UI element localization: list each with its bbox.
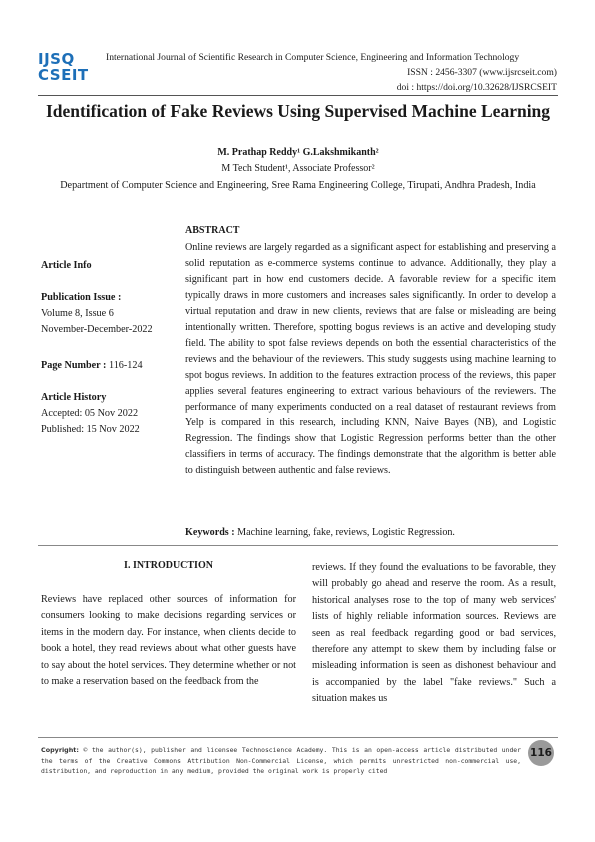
author-roles: M Tech Student¹, Associate Professor² [221,163,375,174]
header-divider [38,95,558,96]
logo-text-top: IJSQ [38,50,75,68]
doi-link[interactable]: doi : https://doi.org/10.32628/IJSRCSEIT [396,82,557,93]
volume-issue: Volume 8, Issue 6 [41,308,114,319]
section-divider [38,545,558,546]
page-number-label: Page Number : [41,360,107,371]
paper-title: Identification of Fake Reviews Using Supervised Machine Learning [45,101,551,121]
copyright-notice [41,745,521,777]
accepted-date: Accepted: 05 Nov 2022 [41,408,139,419]
abstract-text: Online reviews are largely regarded as a significant aspect for establishing and preserving a solid reputation as e-commerce systems continue to advance. Additionally, they play a significant part in how end customers decide. A favorable review for a specific item typically draws in more customers and increases sales significantly. In order to develop a virtual reputation and draw in new clients, reviews that are false or misleading are being intentionally written. Therefore, spotting bogus reviews is an active and developing study field. The ability to spot false reviews depends on both the essential characteristics of the reviews and the behaviour of the reviewers. This study suggests using machine learning to spot bogus reviews. In addition to the features extraction process of the reviews, this paper applies several features engineering to extract various behaviours of the reviewers. The performance of many experiments conducted on a real dataset of restaurant reviews from Yelp is compared in this research, including KNN, Naive Bayes (NB), and Logistic Regression. The findings show that Logistic Regression performs better than the other classifiers in terms of accuracy. The findings demonstrate that the algorithm is better able to distinguish between authentic and false reviews. [185,242,556,477]
journal-name: International Journal of Scientific Research in Computer Science, Engineering and Information Technology [106,52,520,63]
issn: ISSN : 2456-3307 (www.ijsrcseit.com) [407,67,557,78]
introduction-heading: I. INTRODUCTION [124,560,213,571]
copyright-text: © the author(s), publisher and licensee Technoscience Academy. This is an open-access article distributed under the terms of the Creative Commons Attribution Non-Commercial License, which permits unrestricted non-commercial use, distribution, and reproduction in any medium, provided the original work is properly cited [41,746,521,775]
article-history-label: Article History [41,392,107,403]
abstract-heading: ABSTRACT [185,225,240,236]
keywords-label: Keywords : [185,527,235,538]
introduction-column-right: reviews. If they found the evaluations to be favorable, they will probably go ahead and reserve the room. As a result, historical analyses rose to the top of many web services' lists of highly reliable information sources. Reviews are seen as real feedback regarding good or bad services, therefore any attempt to skew them by including false or misleading information is seen as dishonest behaviour and is accompanied by the label "fake reviews." Such a situation makes us [312,562,556,705]
page-number-badge: 116 [528,740,554,766]
journal-logo [38,50,100,86]
author-affiliation: Department of Computer Science and Engineering, Sree Rama Engineering College, Tirupati, Andhra Pradesh, India [60,180,536,191]
keywords-row [185,527,556,538]
keywords-value: Machine learning, fake, reviews, Logistic Regression. [234,527,455,538]
copyright-label: Copyright: [41,746,79,754]
logo-text-bottom: CSEIT [38,66,89,84]
introduction-column-left: Reviews have replaced other sources of information for consumers looking to make decisions regarding services or items in the modern day. For instance, when clients decide to book a hotel, they read reviews about what other guests have to say about the hotel services. They determine whether or not to make a reservation based on the feedback from the [41,594,296,688]
page-number-value: 116-124 [106,360,143,371]
footer-divider [38,737,558,738]
page-number-row [41,360,143,371]
publication-period: November-December-2022 [41,324,153,335]
published-date: Published: 15 Nov 2022 [41,424,140,435]
paper-authors: M. Prathap Reddy¹ G.Lakshmikanth² [217,147,379,158]
publication-issue-label: Publication Issue : [41,292,122,303]
article-info-heading: Article Info [41,260,92,271]
